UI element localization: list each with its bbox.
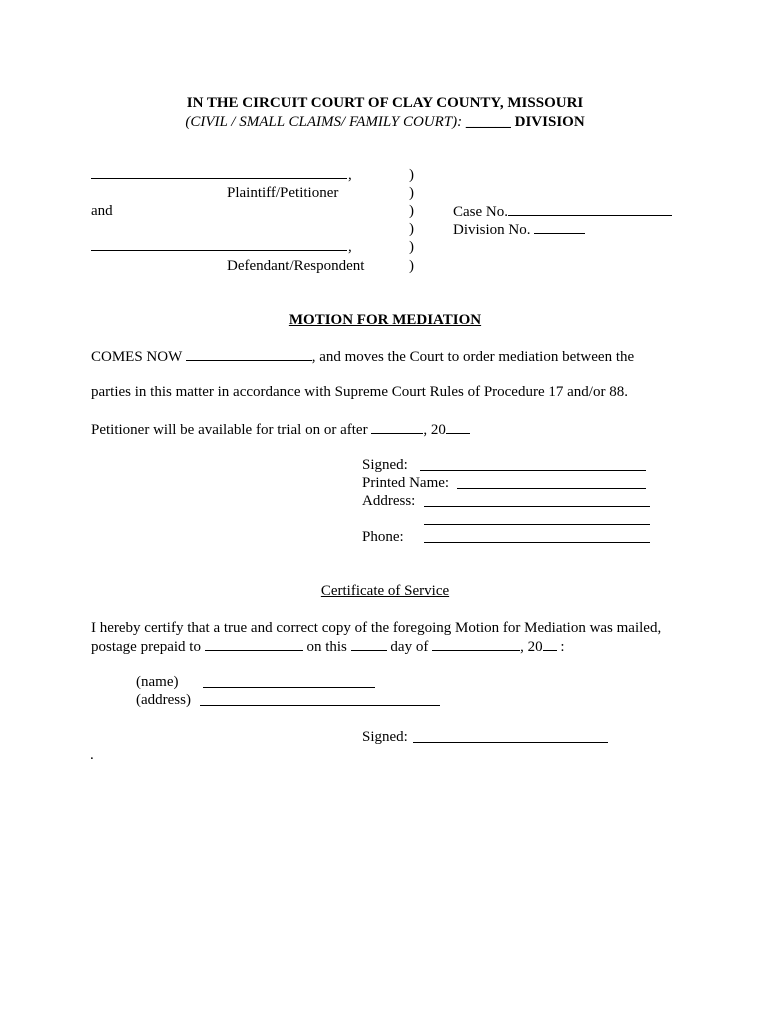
plaintiff-name-line[interactable] — [91, 178, 347, 179]
colon: : — [560, 639, 565, 655]
comes-now-label: COMES NOW — [91, 349, 182, 365]
address-field-2[interactable] — [424, 524, 650, 525]
day-of-text: day of — [390, 639, 429, 655]
printed-name-label: Printed Name: — [362, 475, 450, 491]
signed-field[interactable] — [420, 470, 646, 471]
caption-paren: ) — [409, 258, 414, 274]
caption-paren: ) — [409, 221, 414, 237]
recipient-field[interactable] — [205, 637, 303, 651]
case-no-label: Case No. — [453, 204, 508, 220]
phone-field[interactable] — [424, 542, 650, 543]
defendant-comma: , — [348, 239, 352, 255]
printed-name-field[interactable] — [457, 488, 646, 489]
division-no-row — [453, 220, 585, 239]
division-no-field[interactable] — [534, 220, 585, 234]
court-type-line — [0, 113, 770, 131]
caption-paren: ) — [409, 185, 414, 201]
comes-now-rest: , and moves the Court to order mediation between the — [311, 349, 635, 365]
court-type: (CIVIL / SMALL CLAIMS/ FAMILY COURT): — [185, 114, 463, 130]
postage-text: postage prepaid to — [91, 639, 201, 655]
division-blank[interactable]: ______ — [465, 114, 511, 130]
division-no-label: Division No. — [453, 222, 531, 238]
court-title: IN THE CIRCUIT COURT OF CLAY COUNTY, MISSOURI — [186, 95, 584, 111]
certificate-line-2 — [91, 637, 564, 656]
certificate-heading: Certificate of Service — [320, 583, 450, 599]
trial-line — [91, 420, 470, 439]
movant-name-field[interactable] — [186, 347, 312, 361]
name-label: (name) — [136, 674, 179, 690]
year-prefix: , 20 — [520, 639, 543, 655]
and-label: and — [91, 203, 113, 219]
phone-label: Phone: — [362, 529, 404, 545]
caption-paren: ) — [409, 167, 414, 183]
trial-date-field[interactable] — [371, 420, 423, 434]
plaintiff-comma: , — [348, 167, 352, 183]
trial-year-prefix: , 20 — [423, 422, 446, 438]
division-label: DIVISION — [514, 114, 585, 130]
year-field[interactable] — [543, 637, 557, 651]
address-field-1[interactable] — [424, 506, 650, 507]
caption-paren: ) — [409, 203, 414, 219]
service-name-field[interactable] — [203, 687, 375, 688]
case-no-field[interactable] — [508, 202, 672, 216]
trailing-dot: . — [90, 747, 94, 763]
service-address-label: (address) — [136, 692, 191, 708]
trial-text: Petitioner will be available for trial on or after — [91, 422, 368, 438]
trial-year-field[interactable] — [446, 420, 470, 434]
defendant-label: Defendant/Respondent — [227, 258, 365, 274]
case-no-row — [453, 202, 672, 221]
address-label: Address: — [362, 493, 416, 509]
comes-now-line — [91, 347, 634, 366]
body-line-2: parties in this matter in accordance with Supreme Court Rules of Procedure 17 and/or 88. — [91, 384, 628, 400]
certificate-signed-field[interactable] — [413, 742, 608, 743]
certificate-signed-label: Signed: — [362, 729, 408, 745]
motion-title: MOTION FOR MEDIATION — [288, 312, 482, 328]
service-address-field[interactable] — [200, 705, 440, 706]
day-field[interactable] — [351, 637, 387, 651]
on-this-text: on this — [306, 639, 347, 655]
signed-label: Signed: — [362, 457, 408, 473]
certificate-line-1: I hereby certify that a true and correct copy of the foregoing Motion for Mediation was mailed, — [91, 620, 662, 636]
caption-paren: ) — [409, 239, 414, 255]
plaintiff-label: Plaintiff/Petitioner — [227, 185, 339, 201]
defendant-name-line[interactable] — [91, 250, 347, 251]
month-field[interactable] — [432, 637, 520, 651]
